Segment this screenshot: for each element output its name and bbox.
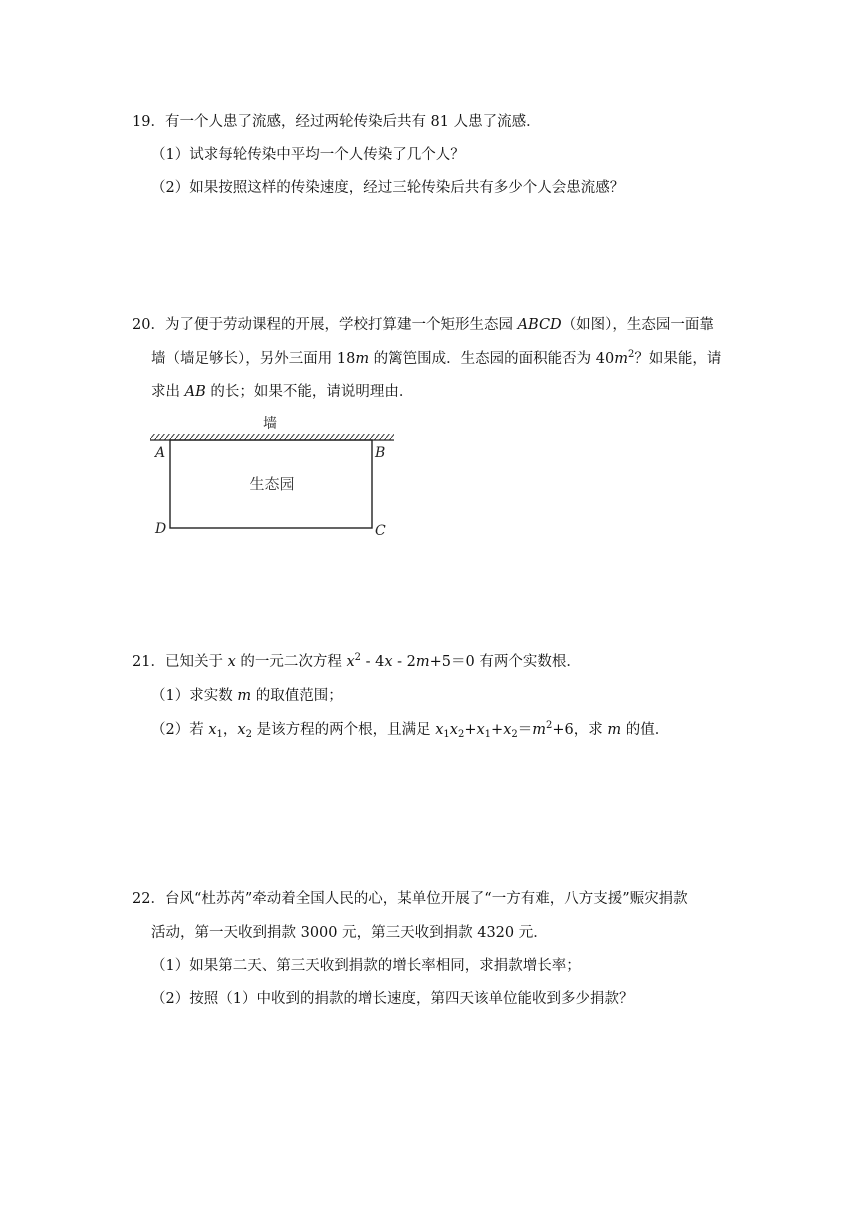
q20-text: （如图），生态园一面靠 — [561, 317, 714, 333]
q20-unit: m — [355, 351, 370, 367]
q19-part1: （1）试求每轮传染中平均一个人传染了几个人？ — [151, 147, 465, 163]
q21-var: x — [227, 654, 236, 670]
q21-text: 是该方程的两个根，且满足 — [251, 722, 436, 738]
q21-text: （1）求实数 — [151, 688, 238, 704]
q20-line2 — [151, 349, 721, 369]
q21-var: x — [503, 722, 512, 738]
q19-stem — [132, 112, 541, 132]
q20-text: 墙（墙足够长），另外三面用 18 — [151, 351, 356, 367]
vertex-d: D — [155, 521, 167, 537]
q21-var: m — [532, 722, 546, 738]
q21-var: m — [237, 688, 252, 704]
q20-rect-name: ABCD — [517, 317, 562, 333]
q21-var: x — [476, 722, 485, 738]
q21-text: +6，求 — [552, 722, 608, 738]
q20-line3 — [151, 382, 413, 402]
q21-subscript: 2 — [457, 729, 465, 740]
q21-var: m — [607, 722, 622, 738]
q21-text: 的取值范围； — [251, 688, 343, 704]
q20-text: 求出 — [151, 384, 185, 400]
garden-figure — [146, 408, 406, 543]
q22-number: 22． — [132, 891, 165, 907]
vertex-a: A — [155, 445, 166, 461]
garden-label: 生态园 — [249, 475, 295, 493]
q21-var: m — [415, 654, 430, 670]
wall-label: 墙 — [263, 416, 277, 432]
q21-exponent: 2 — [354, 652, 362, 663]
q21-var: x — [435, 722, 444, 738]
q21-text: - 4 — [361, 654, 385, 670]
q22-part2: （2）按照（1）中收到的捐款的增长速度，第四天该单位能收到多少捐款？ — [151, 991, 634, 1007]
q20-line1 — [132, 315, 714, 335]
q21-var: x — [208, 722, 217, 738]
q21-var: x — [346, 654, 355, 670]
q21-text: 的值． — [621, 722, 670, 738]
q21-text: 已知关于 — [164, 654, 228, 670]
vertex-b: B — [375, 445, 386, 461]
q20-text: 为了便于劳动课程的开展，学校打算建一个矩形生态园 — [164, 317, 518, 333]
q20-text: ？如果能，请 — [634, 351, 722, 367]
q19-part2: （2）如果按照这样的传染速度，经过三轮传染后共有多少个人会患流感？ — [151, 180, 625, 196]
q20-text: 的篱笆围成．生态园的面积能否为 40 — [369, 351, 615, 367]
q19-number: 19． — [132, 114, 165, 130]
q21-text: + — [491, 722, 504, 738]
q21-text: +5＝0 有两个实数根． — [429, 654, 581, 670]
q22-line1 — [132, 889, 688, 909]
q22-text: 台风“杜苏芮”牵动着全国人民的心，某单位开展了“一方有难，八方支援”赈灾捐款 — [164, 891, 688, 907]
q22-part1: （1）如果第二天、第三天收到捐款的增长率相同，求捐款增长率； — [151, 958, 581, 974]
q21-stem — [132, 652, 581, 672]
q20-text: 的长；如果不能，请说明理由． — [205, 384, 414, 400]
q21-text: ＝ — [517, 722, 533, 738]
q21-var: x — [384, 654, 393, 670]
q21-subscript: 1 — [484, 729, 492, 740]
q21-subscript: 1 — [216, 729, 223, 740]
q21-part2 — [151, 720, 669, 740]
q21-subscript: 2 — [511, 729, 518, 740]
q21-subscript: 2 — [245, 729, 252, 740]
q21-number: 21． — [132, 654, 165, 670]
q21-text: - 2 — [392, 654, 416, 670]
wall-hatching — [150, 434, 394, 440]
q22-line2: 活动，第一天收到捐款 3000 元，第三天收到捐款 4320 元． — [151, 925, 548, 941]
q21-exponent: 2 — [546, 720, 553, 731]
q19-stem-text: 有一个人患了流感，经过两轮传染后共有 81 人患了流感． — [164, 114, 541, 130]
q21-part1 — [151, 686, 343, 706]
q20-unit: m — [614, 351, 628, 367]
q20-exponent: 2 — [627, 349, 635, 360]
q21-text: （2）若 — [151, 722, 209, 738]
q21-var: x — [449, 722, 458, 738]
q21-var: x — [237, 722, 246, 738]
q21-text: ， — [222, 722, 238, 738]
q21-subscript: 1 — [443, 729, 450, 740]
q21-text: 的一元二次方程 — [235, 654, 347, 670]
q20-number: 20． — [132, 317, 165, 333]
q21-text: + — [464, 722, 477, 738]
q20-segment: AB — [184, 384, 206, 400]
vertex-c: C — [375, 523, 386, 539]
